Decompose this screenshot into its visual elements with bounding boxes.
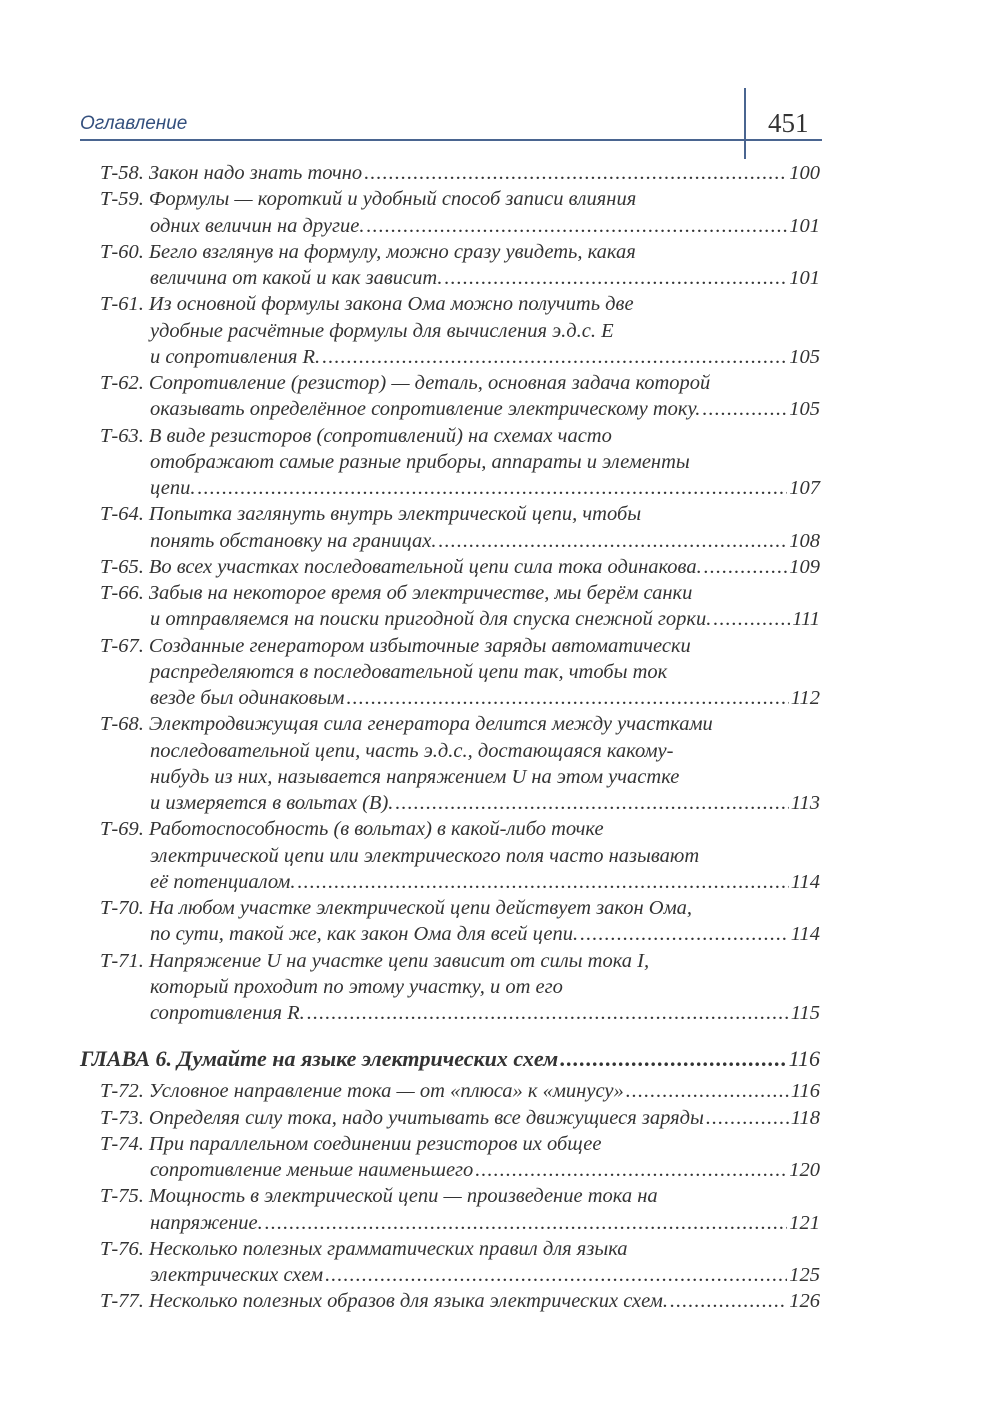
toc-entry[interactable]	[100, 948, 820, 1027]
dot-leader	[702, 396, 787, 422]
toc-line	[100, 659, 820, 685]
toc-line	[100, 843, 820, 869]
toc-number: Т-68.	[100, 713, 144, 736]
toc-title-text: Электродвижущая сила генератора делится между участками	[148, 713, 713, 736]
toc-line	[100, 1078, 820, 1104]
toc-line	[80, 1045, 820, 1072]
toc-line	[100, 370, 820, 396]
toc-line	[100, 816, 820, 842]
toc-entry[interactable]	[100, 1183, 820, 1236]
toc-entry[interactable]	[100, 423, 820, 502]
toc-line	[100, 265, 820, 291]
toc-page-number: 118	[790, 1106, 820, 1129]
dot-leader	[347, 685, 789, 711]
dot-leader	[307, 1000, 789, 1026]
toc-title-text: Забыв на некоторое время об электричестве, мы берём санки	[148, 582, 693, 604]
toc-number: Т-73.	[100, 1106, 144, 1129]
toc-page-number: 101	[789, 214, 820, 237]
toc-line	[100, 1210, 820, 1236]
toc-entry[interactable]	[100, 1105, 820, 1131]
toc-title-text: и отправляемся на поиски пригодной для спуска снежной горки.	[150, 608, 712, 631]
toc-number: Т-72.	[100, 1080, 144, 1103]
toc-title-text: Мощность в электрической цепи — произведение тока на	[148, 1185, 658, 1208]
toc-title-text: Созданные генератором избыточные заряды автоматически	[148, 634, 691, 657]
dot-leader	[364, 160, 787, 186]
toc-line	[100, 554, 820, 580]
toc-title-text: нибудь из них, называется напряжением U на этом участке	[150, 765, 680, 788]
toc-line	[100, 580, 820, 606]
toc-page-number: 100	[789, 162, 820, 184]
toc-line	[100, 213, 820, 239]
toc-page-number: 107	[789, 477, 820, 499]
toc-number: Т-62.	[100, 372, 144, 394]
toc-page-number: 125	[789, 1264, 820, 1286]
dot-leader	[197, 475, 787, 501]
toc-page-number: 111	[792, 608, 820, 631]
toc-page-number: 121	[789, 1211, 820, 1234]
toc-title-text: Определяя силу тока, надо учитывать все движущиеся заряды	[148, 1106, 704, 1129]
toc-line	[100, 528, 820, 554]
toc-line	[100, 396, 820, 422]
toc-line	[100, 1105, 820, 1131]
toc-title-text: удобные расчётные формулы для вычисления э.д.с. E	[150, 319, 614, 342]
toc-number: Т-61.	[100, 293, 144, 316]
toc-entry[interactable]	[100, 554, 820, 580]
toc-page-number: 116	[788, 1046, 820, 1072]
toc-line	[100, 1236, 820, 1262]
toc-number: ГЛАВА 6.	[80, 1046, 173, 1072]
dot-leader	[670, 1288, 787, 1314]
toc-page-number: 114	[790, 870, 820, 893]
toc-title-text: Несколько полезных образов для языка электрических схем.	[148, 1290, 668, 1313]
header-rule	[80, 139, 822, 141]
toc-title-text: Закон надо знать точно	[148, 162, 363, 184]
toc-title-text: Работоспособность (в вольтах) в какой-либо точке	[148, 818, 604, 841]
toc-title-text: цепи.	[150, 477, 196, 499]
toc-number: Т-69.	[100, 818, 144, 841]
dot-leader	[704, 554, 788, 580]
toc-entry[interactable]	[100, 816, 820, 895]
toc-number: Т-76.	[100, 1237, 144, 1260]
toc-number: Т-67.	[100, 634, 144, 657]
toc-entry[interactable]	[100, 239, 820, 292]
toc-title-text: В виде резисторов (сопротивлений) на схемах часто	[148, 424, 612, 447]
toc-line	[100, 475, 820, 501]
toc-page-number: 114	[790, 923, 820, 946]
toc-line	[100, 764, 820, 790]
toc-page-number: 113	[790, 792, 820, 814]
toc-number: Т-74.	[100, 1132, 144, 1155]
toc-entry[interactable]	[100, 501, 820, 554]
toc-title-text: понять обстановку на границах.	[150, 529, 437, 552]
toc-entry[interactable]	[100, 1236, 820, 1289]
toc-title-text: Напряжение U на участке цепи зависит от силы тока I,	[148, 949, 650, 972]
dot-leader	[265, 1210, 788, 1236]
toc-entry[interactable]	[100, 895, 820, 948]
toc-page-number: 101	[789, 267, 820, 289]
toc-line	[100, 633, 820, 659]
toc-entry[interactable]	[100, 160, 820, 186]
toc-entry[interactable]	[100, 1288, 820, 1314]
toc-page-number: 105	[789, 398, 820, 421]
table-of-contents	[80, 160, 820, 1315]
header-vertical-rule	[744, 88, 746, 159]
toc-number: Т-77.	[100, 1290, 144, 1313]
toc-number: Т-63.	[100, 424, 144, 447]
toc-line	[100, 606, 820, 632]
toc-title-text: и сопротивления R.	[150, 345, 321, 368]
dot-leader	[713, 606, 790, 632]
toc-title-text: распределяются в последовательной цепи так, чтобы ток	[150, 660, 668, 683]
toc-number: Т-66.	[100, 582, 144, 604]
toc-title-text: Думайте на языке электрических схем	[177, 1046, 559, 1072]
toc-entry[interactable]	[100, 1078, 820, 1104]
toc-line	[100, 790, 820, 816]
toc-chapter[interactable]	[80, 1045, 820, 1072]
toc-page-number: 112	[790, 687, 820, 709]
toc-title-text: Из основной формулы закона Ома можно получить две	[148, 293, 634, 316]
dot-leader	[322, 344, 787, 370]
toc-page-number: 116	[790, 1080, 820, 1103]
toc-line	[100, 711, 820, 737]
dot-leader	[298, 869, 789, 895]
toc-line	[100, 501, 820, 527]
toc-title-text: который проходит по этому участку, и от его	[150, 975, 563, 998]
toc-title-text: её потенциалом.	[150, 870, 296, 893]
toc-line	[100, 1157, 820, 1183]
toc-line	[100, 423, 820, 449]
toc-title-text: величина от какой и как зависит.	[150, 267, 443, 289]
toc-line	[100, 1262, 820, 1288]
toc-page-number: 120	[789, 1159, 820, 1181]
toc-line	[100, 160, 820, 186]
toc-page-number: 105	[789, 345, 820, 368]
toc-line	[100, 239, 820, 265]
toc-title-text: и измеряется в вольтах (В).	[150, 792, 394, 814]
dot-leader	[445, 265, 788, 291]
toc-title-text: оказывать определённое сопротивление электрическому току.	[150, 398, 701, 421]
toc-title-text: по сути, такой же, как закон Ома для всей цепи.	[150, 923, 579, 946]
page-number: 451	[768, 108, 809, 138]
toc-line	[100, 1288, 820, 1314]
toc-line	[100, 186, 820, 212]
toc-entry[interactable]	[100, 291, 820, 370]
toc-title-text: Бегло взглянув на формулу, можно сразу увидеть, какая	[148, 240, 636, 263]
toc-line	[100, 318, 820, 344]
toc-title-text: На любом участке электрической цепи действует закон Ома,	[148, 897, 693, 919]
toc-number: Т-65.	[100, 555, 144, 578]
toc-line	[100, 685, 820, 711]
dot-leader	[438, 528, 787, 554]
toc-line	[100, 921, 820, 947]
toc-title-text: электрической цепи или электрического поля часто называют	[150, 844, 700, 867]
toc-number: Т-58.	[100, 162, 144, 184]
toc-title-text: Условное направление тока — от «плюса» к «минусу»	[148, 1080, 624, 1103]
toc-title-text: При параллельном соединении резисторов их общее	[148, 1132, 602, 1155]
toc-number: Т-71.	[100, 949, 144, 972]
dot-leader	[580, 921, 789, 947]
toc-line	[100, 344, 820, 370]
toc-title-text: сопротивления R.	[150, 1002, 305, 1024]
toc-title-text: последовательной цепи, часть э.д.с., достающаяся какому-	[150, 739, 674, 762]
toc-line	[100, 1131, 820, 1157]
toc-title-text: Во всех участках последовательной цепи сила тока одинакова.	[148, 555, 702, 578]
toc-page-number: 108	[789, 529, 820, 552]
toc-entry[interactable]	[100, 370, 820, 423]
toc-entry[interactable]	[100, 1131, 820, 1184]
toc-number: Т-59.	[100, 188, 144, 211]
toc-title-text: Несколько полезных грамматических правил для языка	[148, 1237, 628, 1260]
toc-entry[interactable]	[100, 711, 820, 816]
toc-entry[interactable]	[100, 580, 820, 633]
toc-number: Т-64.	[100, 503, 144, 526]
toc-title-text: электрических схем	[150, 1264, 324, 1286]
toc-page-number: 109	[789, 555, 820, 578]
toc-entry[interactable]	[100, 186, 820, 239]
toc-line	[100, 948, 820, 974]
toc-line	[100, 1183, 820, 1209]
toc-title-text: Попытка заглянуть внутрь электрической цепи, чтобы	[148, 503, 642, 526]
toc-page-number: 115	[790, 1002, 820, 1024]
toc-entry[interactable]	[100, 633, 820, 712]
toc-number: Т-75.	[100, 1185, 144, 1208]
toc-title-text: отображают самые разные приборы, аппараты и элементы	[150, 450, 690, 473]
toc-number: Т-60.	[100, 240, 144, 263]
dot-leader	[706, 1105, 789, 1131]
toc-line	[100, 1000, 820, 1026]
toc-title-text: напряжение.	[150, 1211, 263, 1234]
toc-title-text: Формулы — короткий и удобный способ записи влияния	[148, 188, 637, 211]
dot-leader	[626, 1078, 789, 1104]
dot-leader	[325, 1262, 787, 1288]
toc-page-number: 126	[789, 1290, 820, 1313]
toc-line	[100, 449, 820, 475]
toc-title-text: одних величин на другие.	[150, 214, 365, 237]
toc-line	[100, 738, 820, 764]
toc-line	[100, 869, 820, 895]
dot-leader	[395, 790, 788, 816]
toc-title-text: Сопротивление (резистор) — деталь, основная задача которой	[148, 372, 711, 394]
toc-number: Т-70.	[100, 897, 144, 919]
toc-line	[100, 974, 820, 1000]
toc-line	[100, 291, 820, 317]
running-header-title: Оглавление	[80, 113, 188, 134]
toc-title-text: везде был одинаковым	[150, 687, 345, 709]
dot-leader	[366, 213, 787, 239]
dot-leader	[560, 1045, 786, 1072]
toc-line	[100, 895, 820, 921]
toc-title-text: сопротивление меньше наименьшего	[150, 1159, 474, 1181]
dot-leader	[475, 1157, 787, 1183]
